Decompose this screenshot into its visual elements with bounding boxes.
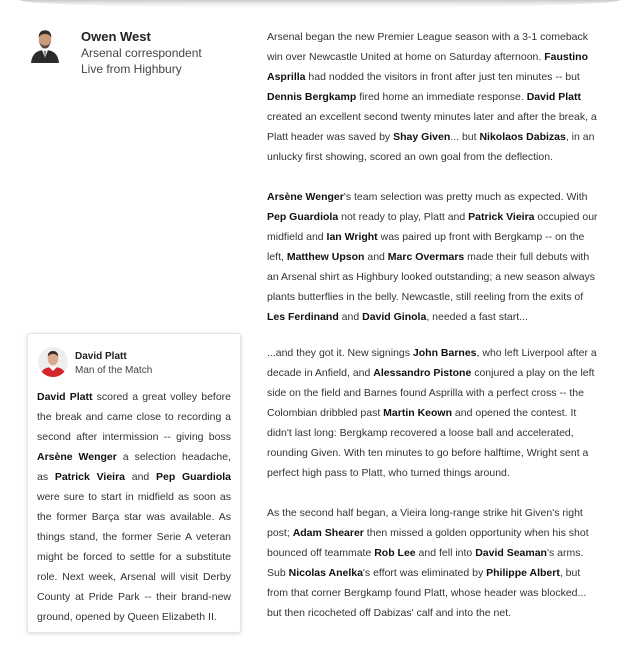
player-name: Patrick Vieira xyxy=(54,471,125,483)
player-name: Adam Shearer xyxy=(292,527,364,539)
player-name: David Ginola xyxy=(362,311,427,323)
player-name: Dennis Bergkamp xyxy=(267,91,357,103)
player-name: Les Ferdinand xyxy=(267,311,339,323)
article-paragraph: Arsène Wenger's team selection was pretty much as expected. With Pep Guardiola not ready to play, Platt and Patrick Vieira occupied our midfield and Ian Wright was paired up front with Bergkamp -- on the left, Matthew Upson and Marc Overmars made their full debuts with an Arsenal shirt as Highbury looked outstanding; a new season always plants butterflies in the belly. Newcastle, still reeling from the exits of Les Ferdinand and David Ginola, needed a fast start... xyxy=(267,191,598,323)
player-name: David Seaman xyxy=(475,547,547,559)
player-name: Pep Guardiola xyxy=(156,471,231,483)
player-name: Alessandro Pistone xyxy=(373,367,472,379)
top-shadow-divider xyxy=(20,0,620,8)
player-name: Shay Given xyxy=(393,131,451,143)
article-paragraph: Arsenal began the new Premier League season with a 3-1 comeback win over Newcastle United at home on Saturday afternoon. Faustino Asprilla had nodded the visitors in front after just ten minutes -- but Dennis Bergkamp fired home an immediate response. David Platt created an excellent second twenty minutes later and after the break, a Platt header was saved by Shay Given... but Nikolaos Dabizas, in an unlucky first showing, scored an own goal from the deflection. xyxy=(267,31,597,163)
player-name: David Platt xyxy=(37,391,93,403)
author-name: Owen West xyxy=(81,29,151,44)
player-name: Arsène Wenger xyxy=(267,191,344,203)
player-name: Patrick Vieira xyxy=(468,211,535,223)
player-name: Faustino Asprilla xyxy=(267,51,588,83)
player-name: Marc Overmars xyxy=(387,251,465,263)
motm-player-name: David Platt xyxy=(75,351,127,362)
player-name: Rob Lee xyxy=(374,547,416,559)
author-avatar xyxy=(29,27,61,63)
player-name: Pep Guardiola xyxy=(267,211,339,223)
author-byline xyxy=(29,27,249,76)
article-paragraph: ...and they got it. New signings John Barnes, who left Liverpool after a decade in Anfield, and Alessandro Pistone conjured a play on the left side on the field and Barnes found Asprilla with a perfect cross -- the Colombian dribbled past Martin Keown and opened the contest. It didn't last long: Bergkamp recovered a loose ball and accelerated, rounding Given. With ten minutes to go before halftime, Wright sent a perfect high pass to Platt, who turned things around. xyxy=(267,347,597,479)
player-name: Nicolas Anelka xyxy=(288,567,363,579)
player-name: Philippe Albert xyxy=(486,567,560,579)
author-location: Live from Highbury xyxy=(81,62,182,76)
player-name: David Platt xyxy=(526,91,581,103)
player-name: Martin Keown xyxy=(383,407,452,419)
player-name: John Barnes xyxy=(412,347,477,359)
motm-summary: David Platt scored a great volley before the break and came close to recording a second after intermission -- giving boss Arsène Wenger a selection headache, as Patrick Vieira and Pep Guardiola were sure to start in midfield as soon as the former Barça star was available. As things stand, the former Serie A veteran might be forced to settle for a substitute role. Next week, Arsenal will visit Derby County at Pride Park -- their brand-new ground, opened by Queen Elizabeth II. xyxy=(37,391,232,623)
player-name: Nikolaos Dabizas xyxy=(479,131,566,143)
player-name: Arsène Wenger xyxy=(37,451,117,463)
player-name: Matthew Upson xyxy=(286,251,365,263)
player-name: Ian Wright xyxy=(326,231,378,243)
author-role: Arsenal correspondent xyxy=(81,46,202,60)
article-paragraph: As the second half began, a Vieira long-range strike hit Given's right post; Adam Shearer then missed a golden opportunity when his shot bounced off teammate Rob Lee and fell into David Seaman's arms. Sub Nicolas Anelka's effort was eliminated by Philippe Albert, but from that corner Bergkamp found Platt, whose header was blocked... but then ricocheted off Dabizas' calf and into the net. xyxy=(267,507,589,619)
motm-avatar xyxy=(38,347,68,377)
match-report-article xyxy=(267,27,603,643)
man-of-the-match-card xyxy=(27,333,241,633)
motm-title: Man of the Match xyxy=(75,365,153,376)
